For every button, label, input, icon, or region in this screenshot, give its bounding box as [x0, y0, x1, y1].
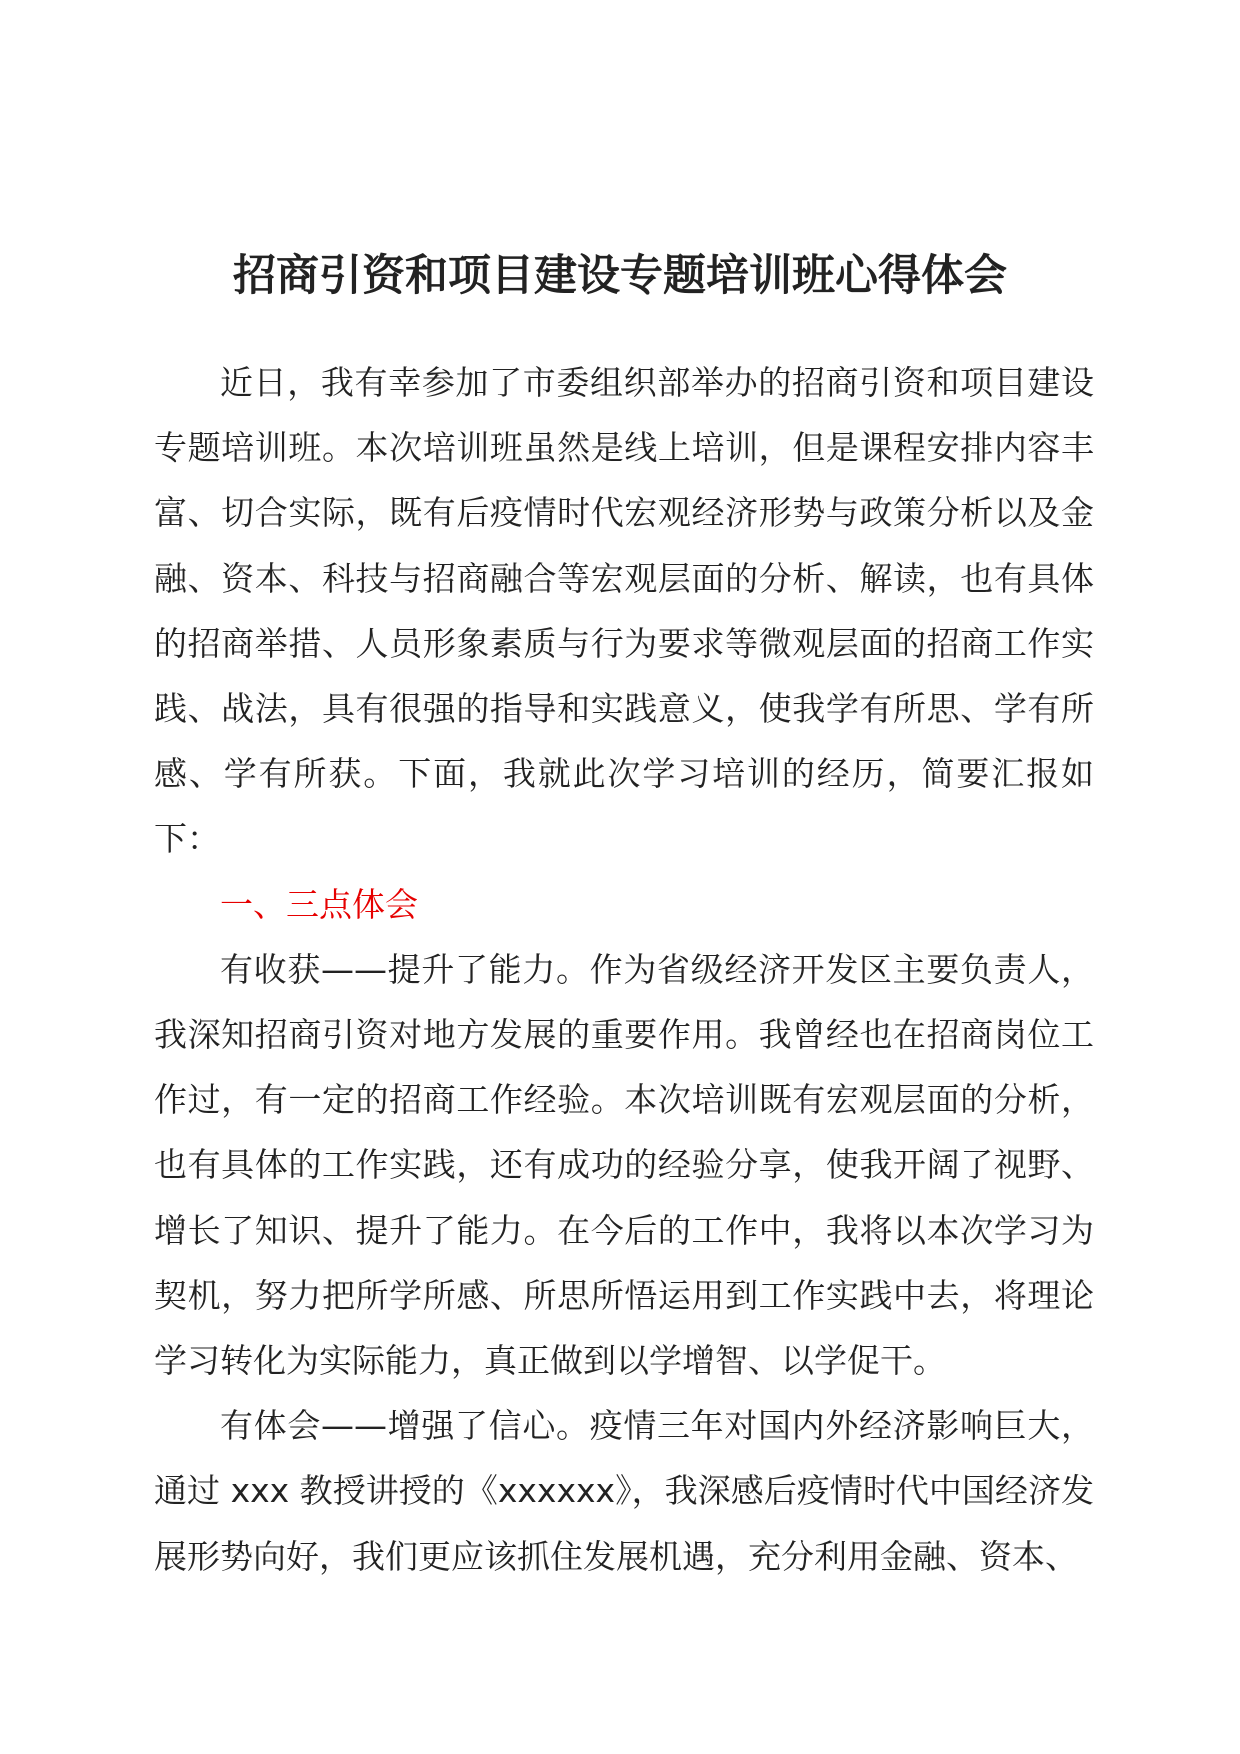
section-heading: 一、三点体会 [220, 884, 418, 924]
paragraph-intro: 近日，我有幸参加了市委组织部举办的招商引资和项目建设专题培训班。本次培训班虽然是线上培训，但是课程安排内容丰富、切合实际，既有后疫情时代宏观经济形势与政策分析以及金融、资本、科技与招商融合等宏观层面的分析、解读，也有具体的招商举措、人员形象素质与行为要求等微观层面的招商工作实践、战法，具有很强的指导和实践意义，使我学有所思、学有所感、学有所获。下面，我就此次学习培训的经历，简要汇报如下： [154, 363, 1094, 859]
paragraph-gain: 有收获——提升了能力。作为省级经济开发区主要负责人，我深知招商引资对地方发展的重要作用。我曾经也在招商岗位工作过，有一定的招商工作经验。本次培训既有宏观层面的分析，也有具体的工作实践，还有成功的经验分享，使我开阔了视野、增长了知识、提升了能力。在今后的工作中，我将以本次学习为契机，努力把所学所感、所思所悟运用到工作实践中去，将理论学习转化为实际能力，真正做到以学增智、以学促干。 [154, 949, 1094, 1381]
document-body [154, 350, 1094, 1589]
paragraph-experience: 有体会——增强了信心。疫情三年对国内外经济影响巨大，通过 xxx 教授讲授的《xxxxxx》，我深感后疫情时代中国经济发展形势向好，我们更应该抓住发展机遇，充分利用金融、资本、 [154, 1406, 1094, 1576]
document-title: 招商引资和项目建设专题培训班心得体会 [233, 251, 1007, 301]
